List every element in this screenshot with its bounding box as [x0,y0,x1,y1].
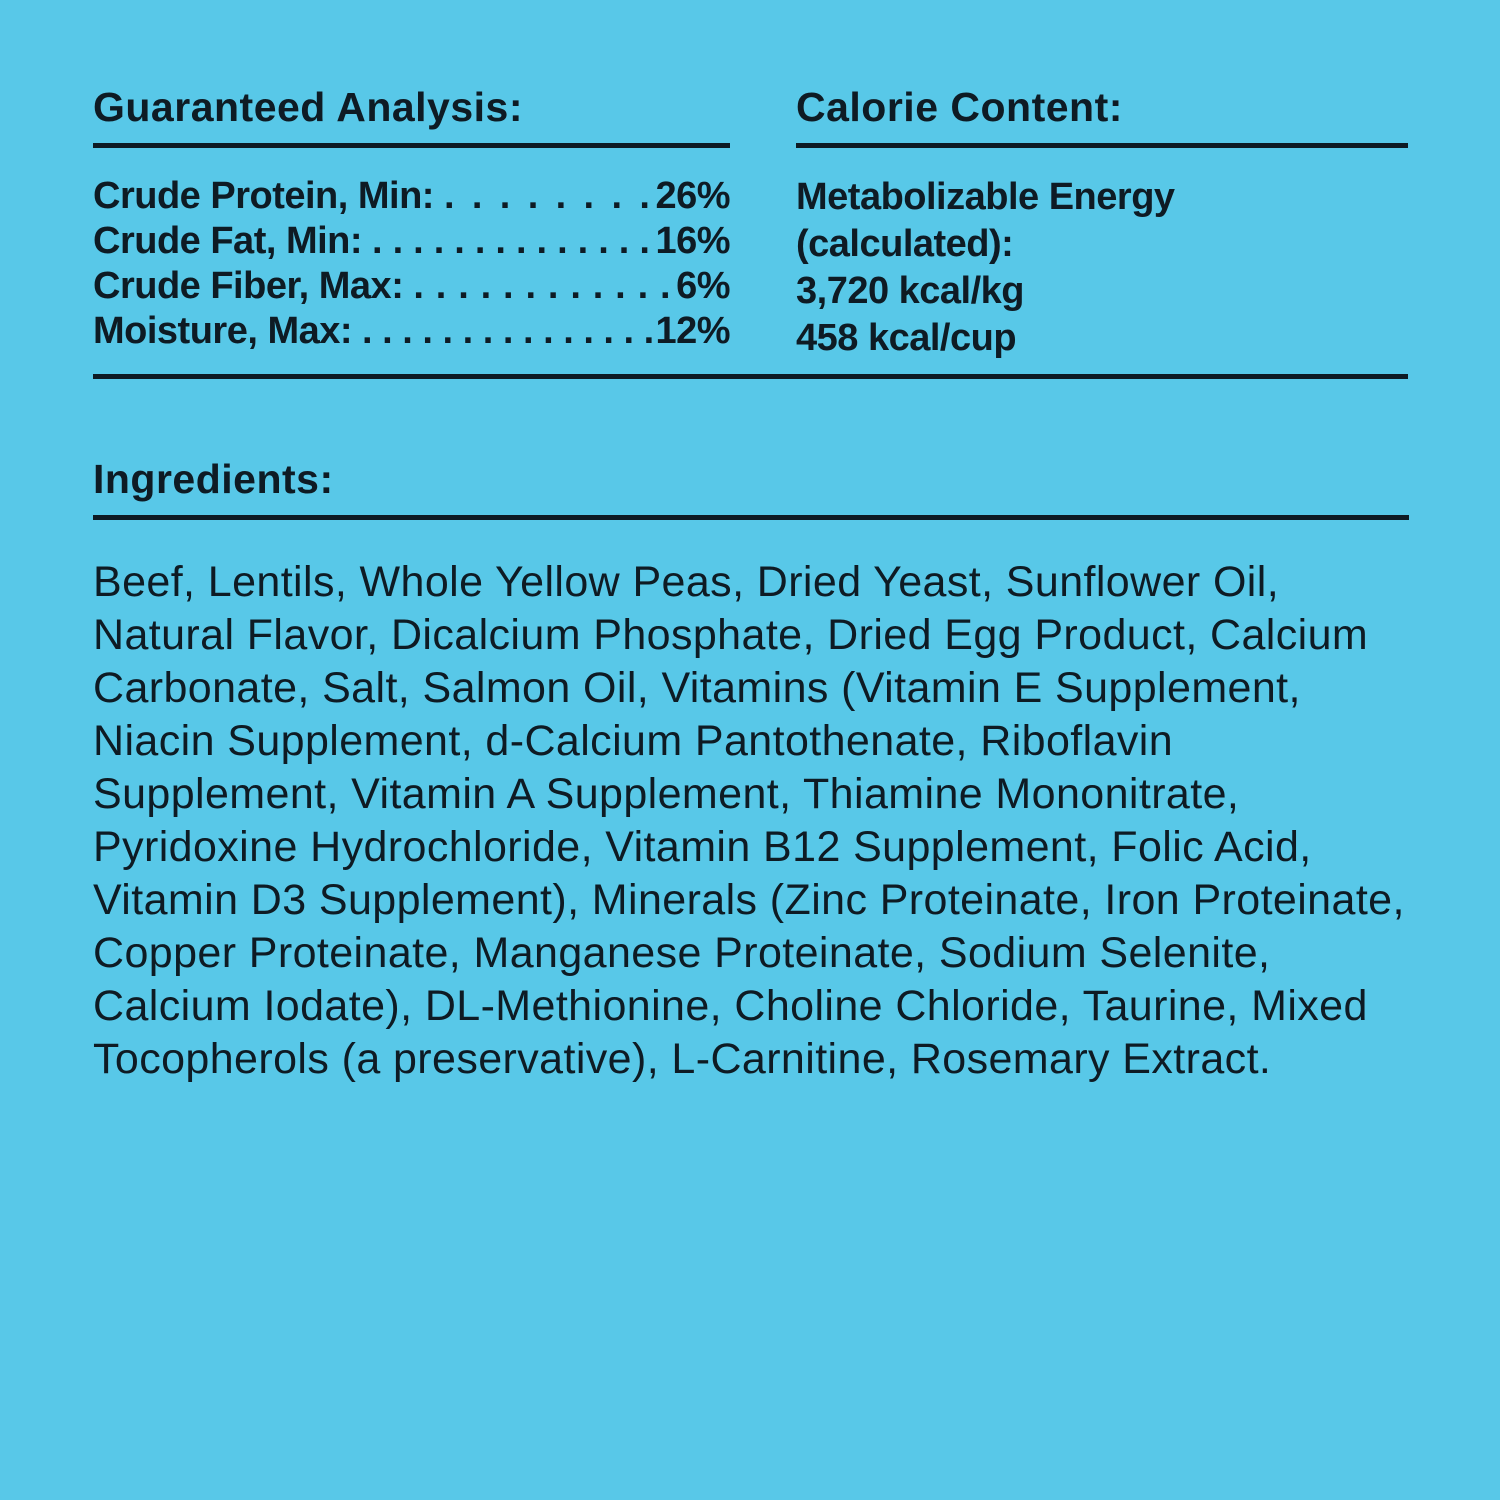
calorie-line: Metabolizable Energy [796,176,1175,218]
guaranteed-analysis-table [93,174,730,354]
calorie-content-title-rule [796,143,1408,148]
nutrient-label: Crude Protein, Min: [93,175,434,217]
dot-leader: . . . . . . . . . . . . . . . [362,310,654,352]
nutrient-label: Crude Fiber, Max: [93,265,404,307]
calorie-content-section [796,86,1408,362]
ingredients-section [93,458,1409,1086]
nutrient-value: 12% [655,310,730,352]
table-row [93,219,730,264]
dot-leader: . . . . . . . . . . . . . . [372,220,650,262]
dot-leader: . . . . . . . . [443,175,650,217]
section-divider-rule [93,374,1408,379]
guaranteed-analysis-title: Guaranteed Analysis: [93,84,524,130]
nutrient-label: Crude Fat, Min: [93,220,363,262]
calorie-content-lines [796,174,1408,362]
ingredients-title-rule [93,515,1409,520]
dot-leader: . . . . . . . . . . . . [413,265,671,307]
table-row [93,174,730,219]
ingredients-text: Beef, Lentils, Whole Yellow Peas, Dried Yeast, Sunflower Oil, Natural Flavor, Dicalcium Phosphate, Dried Egg Product, Calcium Carbonate, Salt, Salmon Oil, Vitamins (Vitamin E Supplement, Niacin Supplement, d-Calcium Pantothenate, Riboflavin Supplement, Vitamin A Supplement, Thiamine Mononitrate, Pyridoxine Hydrochloride, Vitamin B12 Supplement, Folic Acid, Vitamin D3 Supplement), Minerals (Zinc Proteinate, Iron Proteinate, Copper Proteinate, Manganese Proteinate, Sodium Selenite, Calcium Iodate), DL-Methionine, Choline Chloride, Taurine, Mixed Tocopherols (a preservative), L-Carnitine, Rosemary Extract. [93,558,1405,1083]
ingredients-title: Ingredients: [93,456,334,502]
nutrient-label: Moisture, Max: [93,310,353,352]
guaranteed-analysis-section [93,86,730,354]
table-row [93,264,730,309]
calorie-line: 3,720 kcal/kg [796,270,1025,312]
nutrient-value: 6% [676,265,730,307]
nutrient-value: 26% [655,175,730,217]
calorie-line: 458 kcal/cup [796,317,1017,359]
calorie-line: (calculated): [796,223,1014,265]
calorie-content-title: Calorie Content: [796,84,1123,130]
table-row [93,309,730,354]
nutrient-value: 16% [655,220,730,262]
guaranteed-analysis-title-rule [93,143,730,148]
